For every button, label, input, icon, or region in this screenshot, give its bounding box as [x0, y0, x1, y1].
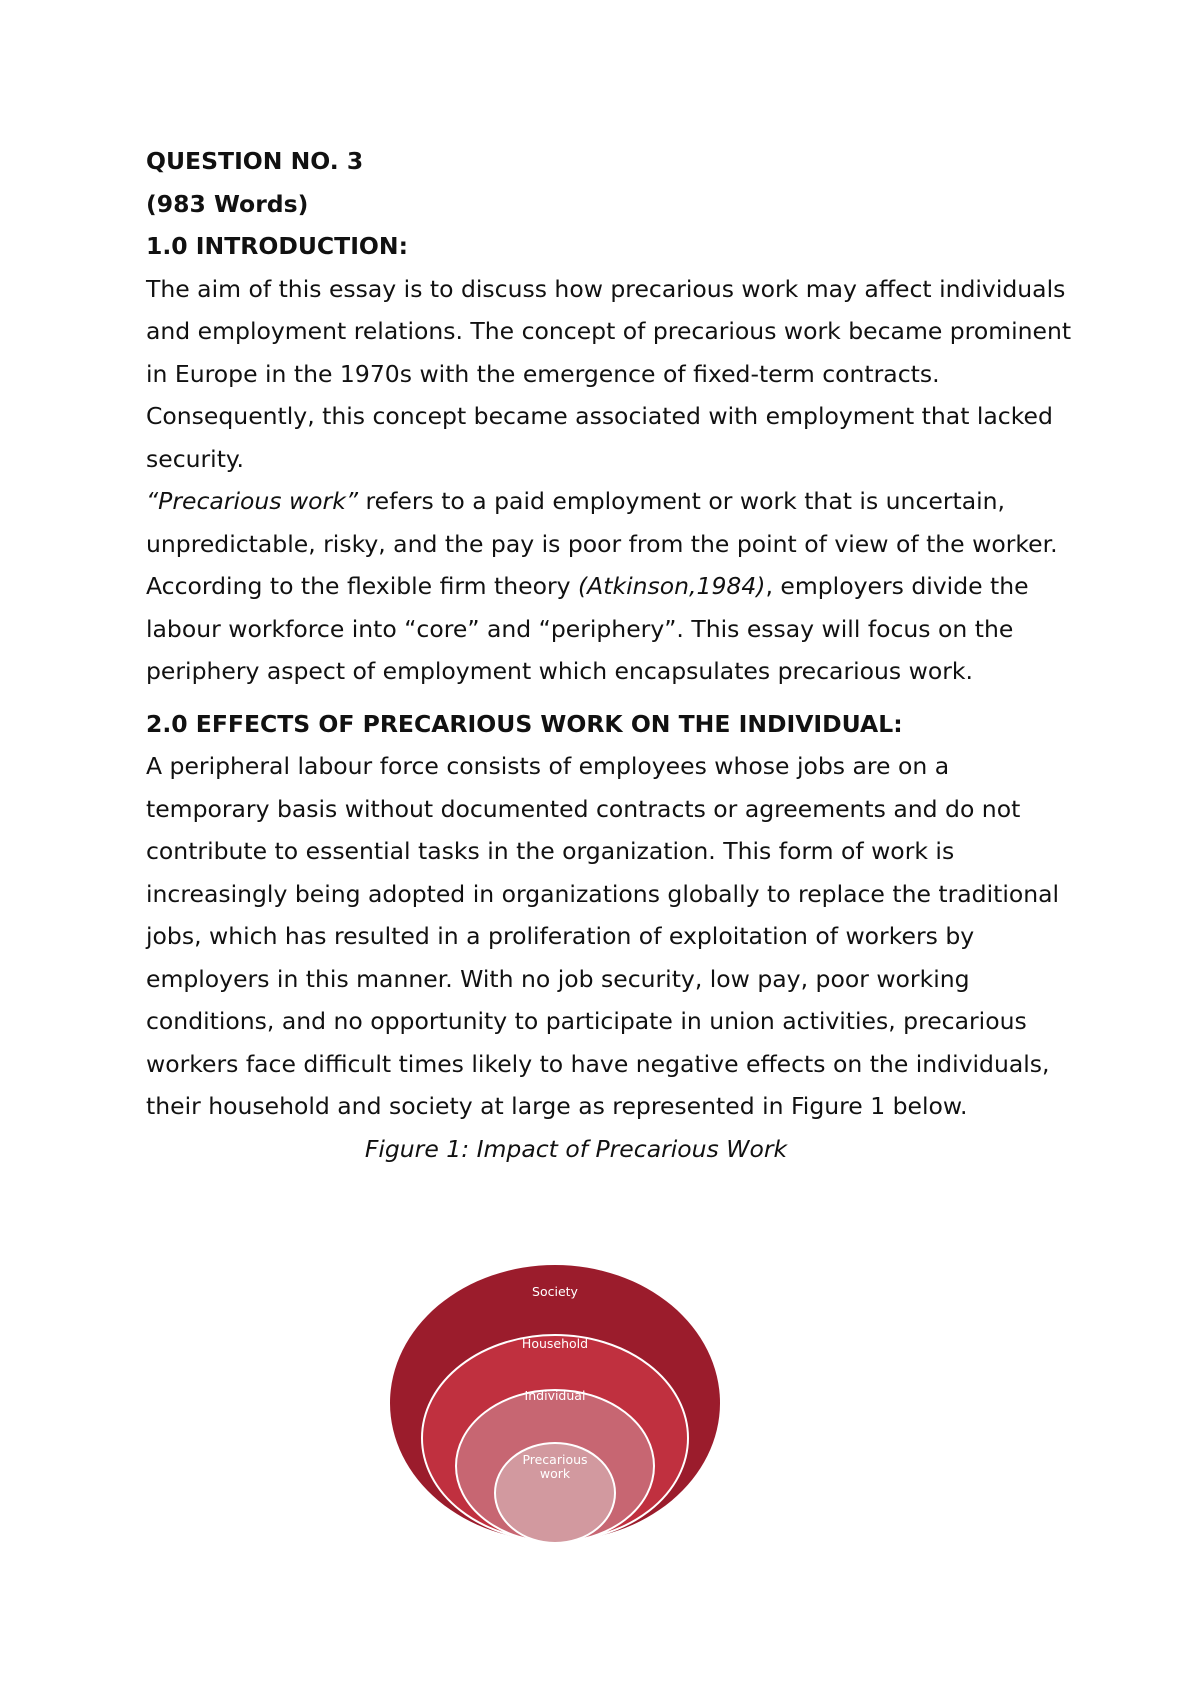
document-body — [146, 140, 1076, 1170]
label-household: Household — [521, 1336, 589, 1351]
label-society: Society — [532, 1284, 578, 1299]
precarious-work-term: “Precarious work” — [146, 487, 359, 515]
section-2-paragraph: A peripheral labour force consists of employees whose jobs are on a temporary basis without documented contracts or agreements and do not contribute to essential tasks in the organization. This form of work is increasingly being adopted in organizations globally to replace the traditional jobs, which has resulted in a proliferation of exploitation of workers by employers in this manner. With no job security, low pay, poor working conditions, and no opportunity to participate in union activities, precarious workers face difficult times likely to have negative effects on the individuals, their household and society at large as represented in Figure 1 below. — [146, 752, 1060, 1120]
label-precarious: Precarious — [522, 1452, 588, 1467]
figure-caption: Figure 1: Impact of Precarious Work — [364, 1134, 788, 1163]
intro-heading: 1.0 INTRODUCTION: — [146, 232, 408, 260]
label-individual: Individual — [524, 1388, 586, 1403]
label-work: work — [539, 1466, 571, 1481]
intro-paragraph-3-rest: , employers divide the labour workforce into “core” and “periphery”. This essay will focus on the periphery aspect of employment which encapsulates precarious work. — [146, 572, 1029, 685]
nested-circles-diagram — [375, 1248, 735, 1548]
intro-paragraph-3-start: According to the flexible firm theory — [146, 572, 579, 600]
impact-figure — [375, 1248, 735, 1548]
atkinson-citation: (Atkinson,1984) — [578, 572, 766, 600]
intro-paragraph-2-text: refers to a paid employment or work that is uncertain, unpredictable, risky, and the pay is poor from the point of view of the worker. — [146, 487, 1058, 558]
section-2-heading: 2.0 EFFECTS OF PRECARIOUS WORK ON THE INDIVIDUAL: — [146, 709, 903, 738]
question-title: QUESTION NO. 3 — [146, 147, 364, 175]
intro-paragraph-3 — [146, 565, 1076, 693]
intro-paragraph-2 — [146, 480, 1076, 565]
word-count: (983 Words) — [146, 189, 309, 218]
intro-paragraph-1: The aim of this essay is to discuss how precarious work may affect individuals and employment relations. The concept of precarious work became prominent in Europe in the 1970s with the emergence of fixed-term contracts. Consequently, this concept became associated with employment that lacked security. — [146, 274, 1072, 473]
